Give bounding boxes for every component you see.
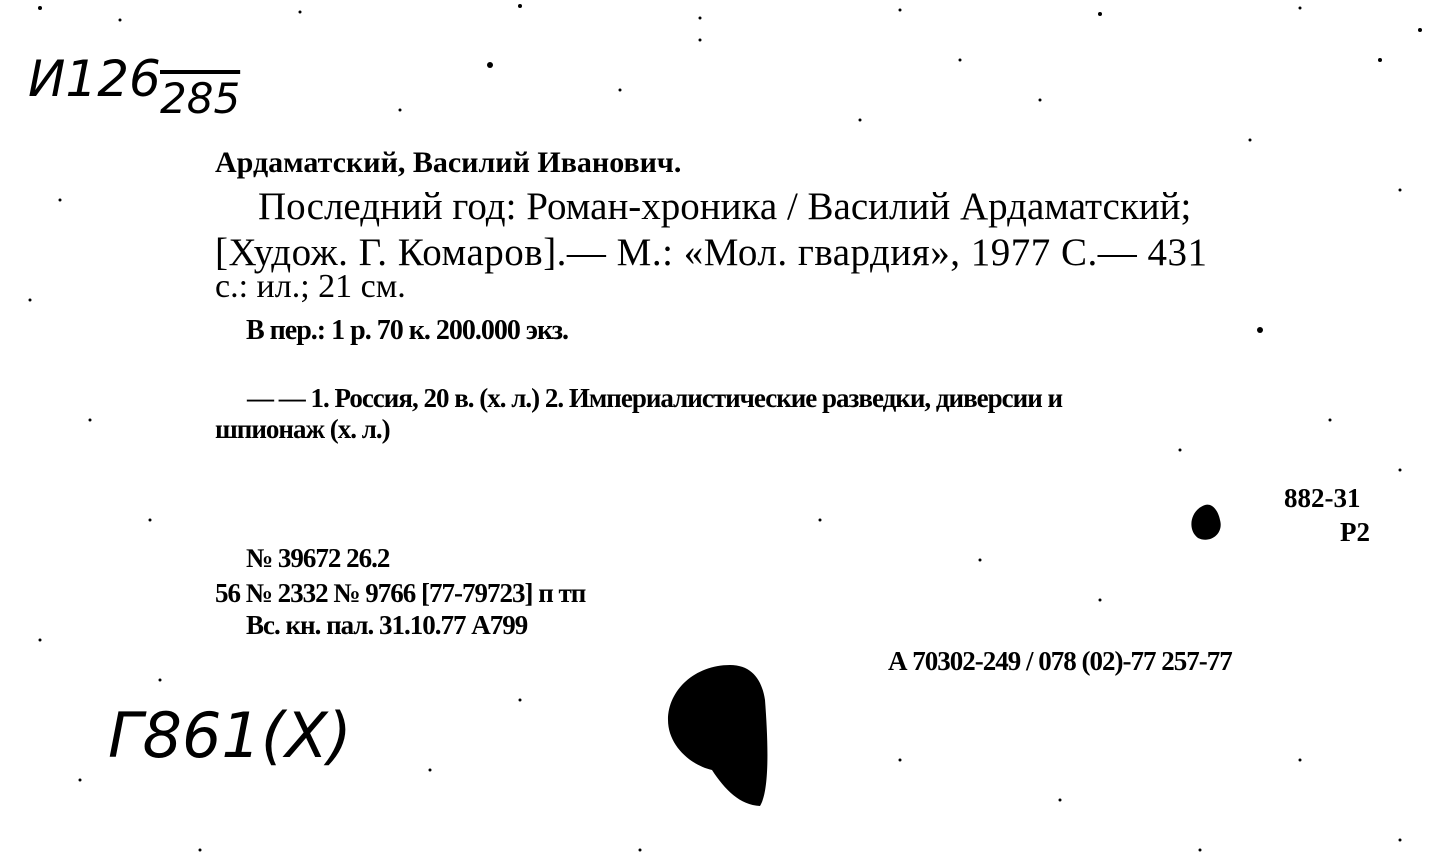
title-line-1: Последний год: Роман-хроника / Василий Ардаматский;: [258, 185, 1192, 228]
shelfmark-handwritten: И126: [28, 50, 161, 108]
handwritten-code: Г861(Х): [108, 699, 352, 772]
publisher-code-line: А 70302-249 / 078 (02)-77 257-77: [888, 646, 1232, 676]
record-line-1: № 39672 26.2: [246, 543, 390, 573]
classification-number: 882-31: [1284, 483, 1361, 513]
classification-code: Р2: [1340, 517, 1370, 547]
shelfmark-handwritten-sub: 285: [160, 74, 241, 123]
subjects-line-2: шпионаж (х. л.): [215, 414, 390, 444]
subjects-line-1: — — 1. Россия, 20 в. (х. л.) 2. Империалистические разведки, диверсии и: [247, 383, 1063, 413]
title-line-3: с.: ил.; 21 см.: [215, 268, 406, 305]
author-heading: Ардаматский, Василий Иванович.: [215, 146, 682, 179]
price-line: В пер.: 1 р. 70 к. 200.000 экз.: [246, 315, 568, 346]
record-line-2: 56 № 2332 № 9766 [77-79723] п тп: [215, 578, 586, 608]
title-line-2: [Худож. Г. Комаров].— М.: «Мол. гвардия», 1977 С.— 431: [215, 231, 1208, 274]
record-line-3: Вс. кн. пал. 31.10.77 А799: [246, 610, 528, 640]
